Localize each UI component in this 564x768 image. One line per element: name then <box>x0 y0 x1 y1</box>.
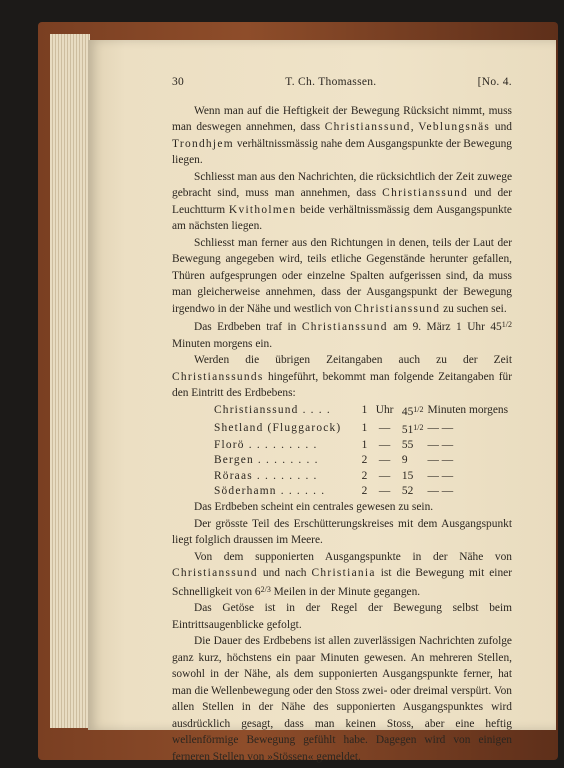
paragraph-3: Schliesst man ferner aus den Richtungen in denen, teils der Laut der Bewegung angegeben wird, teils etliche Gegenstände herunter gefallen, Thüren aufgesprungen oder einzelne Spalten aufgerissen sind, da muss man gleicherweise annehmen, dass der Ausgangspunkt der Bewegung irgendwo in der Nähe und westlich von Christianssund zu suchen sei. <box>172 236 512 315</box>
time-table <box>214 402 512 500</box>
running-title: T. Ch. Thomassen. <box>285 76 377 88</box>
time-sep: — <box>378 422 391 435</box>
page-edges <box>50 34 90 728</box>
time-row <box>214 469 512 484</box>
time-sep: — <box>378 454 391 467</box>
time-hour: 1 <box>361 404 368 416</box>
time-row <box>214 453 512 468</box>
time-hour: 2 <box>361 469 368 482</box>
paragraph-6: Das Erdbeben scheint ein centrales gewesen zu sein. <box>194 501 434 514</box>
time-minutes: 55 <box>401 439 414 452</box>
time-place: Christianssund . . . . <box>214 404 331 416</box>
issue-number: [No. 4. <box>477 76 512 88</box>
time-place: Florö . . . . . . . . . <box>214 439 318 452</box>
time-row <box>214 402 512 420</box>
time-place: Röraas . . . . . . . . <box>214 469 318 482</box>
time-sep: — <box>378 439 391 452</box>
time-place: Söderhamn . . . . . . <box>214 484 326 497</box>
time-row <box>214 420 512 438</box>
paragraph-4: Das Erdbeben traf in Christianssund am 9. März 1 Uhr $45^{1/2}$ Minuten morgens ein. <box>172 320 512 350</box>
time-rest: — — <box>427 469 454 482</box>
paragraph-7: Der grösste Teil des Erschütterungskreises mit dem Ausgangspunkt liegt folglich draussen im Meere. <box>172 517 512 547</box>
time-place: Shetland (Fluggarock) <box>214 422 342 435</box>
time-minutes: 52 <box>401 484 414 497</box>
time-sep: — <box>378 484 391 497</box>
paragraph-5: Werden die übrigen Zeitangaben auch zu der Zeit Christianssunds hingeführt, bekommt man folgende Zeitangaben für den Eintritt des Erdbebens: <box>172 354 512 399</box>
paragraph-8: Von dem supponierten Ausgangspunkte in der Nähe von Christianssund und nach Christiania ist die Bewegung mit einer Schnelligkeit von $6^{2/3}$ Meilen in der Minute gegangen. <box>172 550 512 598</box>
time-hour: 1 <box>361 439 368 452</box>
paragraph-1: Wenn man auf die Heftigkeit der Bewegung Rücksicht nimmt, muss man deswegen annehmen, dass Christianssund, Veblungsnäs und Trondhjem verhältnissmässig nahe dem Ausgangspunkte der Bewegung liegen. <box>172 104 512 166</box>
time-rest: — — <box>427 454 454 467</box>
time-minutes: 15 <box>401 469 414 482</box>
time-rest: — — <box>427 422 454 435</box>
page-text <box>172 74 512 765</box>
time-row <box>214 484 512 499</box>
time-rest: — — <box>427 484 454 497</box>
paragraph-2: Schliesst man aus den Nachrichten, die rücksichtlich der Zeit zuwege gebracht sind, muss man annehmen, dass Christianssund und der Leuchtturm Kvitholmen beide verhältnissmässig dem Ausgangspunkte am nächsten liegen. <box>172 170 512 232</box>
time-sep: Uhr <box>375 404 394 416</box>
page-number: 30 <box>172 76 185 88</box>
time-hour: 2 <box>361 454 368 467</box>
time-sep: — <box>378 469 391 482</box>
time-place: Bergen . . . . . . . . <box>214 454 319 467</box>
time-row <box>214 438 512 453</box>
time-hour: 1 <box>361 422 368 435</box>
time-minutes: $45^{1/2}$ <box>401 404 424 418</box>
time-rest: — — <box>427 439 454 452</box>
paragraph-10: Die Dauer des Erdbebens ist allen zuverlässigen Nachrichten zufolge ganz kurz, höchstens ein paar Minuten gewesen. An mehreren Stellen, sowohl in der Nähe, als dem supponierten Ausgangspunkte ferner, hat man die Wellenbewegung oder den Stoss zwei- oder dreimal verspürt. Von allen Stellen in der Nähe des supponierten Ausgangspunktes wird ausdrücklich gesagt, dass man keinen Stoss, aber eine heftig wellenförmige Bewegung gefühlt habe. Dagegen wird von einigen ferneren Stellen von »Stössen« gemeldet. <box>172 635 512 763</box>
paragraph-9: Das Getöse ist in der Regel der Bewegung selbst beim Eintrittsaugenblicke gefolgt. <box>172 602 512 631</box>
time-hour: 2 <box>361 484 368 497</box>
running-header <box>172 74 512 91</box>
time-rest: Minuten morgens <box>427 404 508 416</box>
time-minutes: $51^{1/2}$ <box>401 422 424 436</box>
time-minutes: 9 <box>401 454 408 467</box>
